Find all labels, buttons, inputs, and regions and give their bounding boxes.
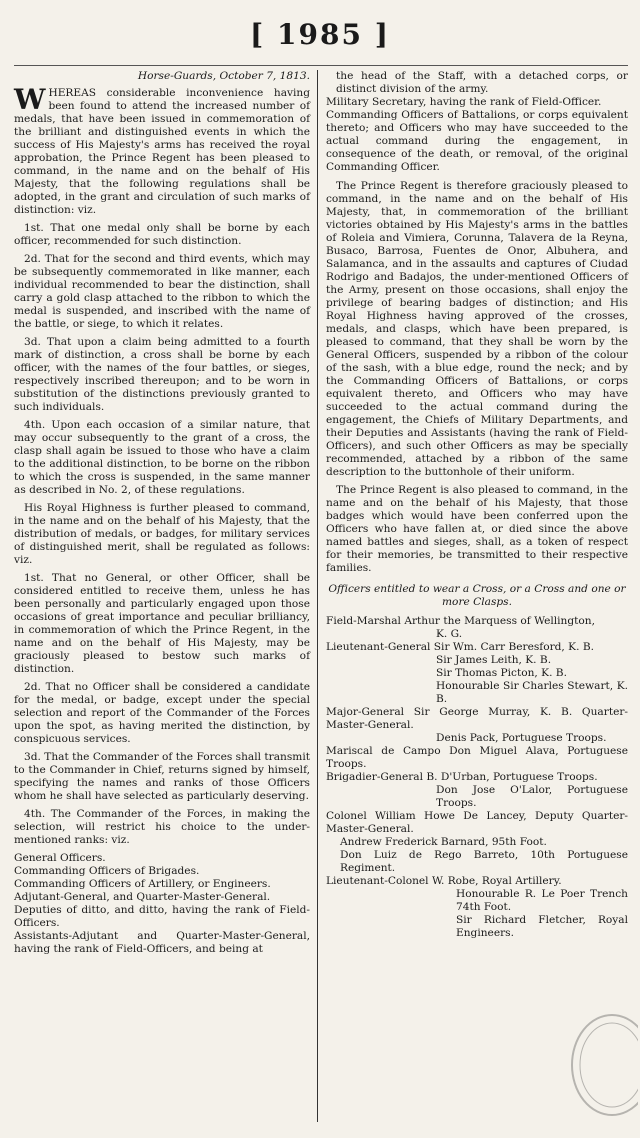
dateline: Horse-Guards, October 7, 1813. — [137, 70, 310, 82]
rank-item: Adjutant-General, and Quarter-Master-General. — [14, 891, 271, 903]
whereas-text: HEREAS considerable inconvenience having been found to attend the increased number of medals, that have been issued in commemoration of the brilliant and distinguished events in which the success of His Majesty's arms has received the royal approbation, the Prince Regent has been pleased to command, in the name and on the behalf of His Majesty, that the following regulations shall be adopted, in the grant and circulation of such marks of distinction: viz. — [14, 87, 310, 216]
regulation-1: 1st. That one medal only shall be borne by each officer, recommended for such distinction. — [14, 222, 310, 247]
rank-item: Commanding Officers of Artillery, or Engineers. — [14, 878, 271, 890]
prince-regent-command: The Prince Regent is therefore graciously pleased to command, in the name and on the behalf of His Majesty, that, in commemoration of the brilliant victories obtained by His Majesty's arms in the battles of Roleia and Vimiera, Corunna, Talavera de la Reyna, Busaco, Barrosa, Fuentes de Onor, Albuhera, and Salamanca, and in the assaults and captures of Ciudad Rodrigo and Badajos, the under-mentioned Officers of the Army, present on those occasions, shall enjoy the privilege of bearing badges of distinction; and His Royal Highness having approved of the crosses, medals, and clasps, which have been prepared, is pleased to command, that they shall be worn by the General Officers, suspended by a ribbon of the colour of the sash, with a blue edge, round the neck; and by the Commanding Officers of Battalions, or corps equivalent thereto, and Officers who may have succeeded to the actual command during the engagement, the Chiefs of Military Departments, and their Deputies and Assistants (having the rank of Field-Officers), and such other Officers as may be specially recommended, attached by a ribbon of the same description to the buttonhole of their uniform. — [326, 180, 628, 478]
prince-regent-families: The Prince Regent is also pleased to command, in the name and on the behalf of his Majesty, that those badges which would have been conferred upon the Officers who have fallen at, or died since the above named battles and sieges, shall, as a token of respect for their memories, be transmitted to their respective families. — [326, 484, 628, 574]
officer-entry: K. G. — [436, 628, 463, 640]
right-column — [326, 70, 628, 940]
officer-entry: Lieutenant-General Sir Wm. Carr Beresford, K. B. — [326, 641, 594, 653]
officer-entry: Colonel William Howe De Lancey, Deputy Quarter-Master-General. — [326, 810, 628, 835]
officer-entry: Sir Thomas Picton, K. B. — [436, 667, 567, 679]
rank-item: Deputies of ditto, and ditto, having the rank of Field-Officers. — [14, 904, 310, 929]
officers-heading: Officers entitled to wear a Cross, or a Cross and one or more Clasps. — [328, 583, 626, 608]
officer-entry: Don Jose O'Lalor, Portuguese Troops. — [436, 784, 628, 809]
header-rule — [14, 65, 628, 66]
library-stamp-icon — [560, 1010, 638, 1120]
column-divider — [317, 70, 318, 1122]
regulation-2: 2d. That for the second and third events, which may be subsequently commemorated in like manner, each individual recommended to bear the distinction, shall carry a gold clasp attached to the ribbon to which the medal is suspended, and inscribed with the name of the battle, or siege, to which it relates. — [14, 253, 310, 330]
page-number: [ 1985 ] — [250, 18, 390, 51]
distribution-paragraph: His Royal Highness is further pleased to command, in the name and on the behalf of his Majesty, that the distribution of medals, or badges, for military services of distinguished merit, shall be regulated as follows: viz. — [14, 502, 310, 566]
drop-cap: W — [14, 83, 46, 116]
officer-entry: Honourable R. Le Poer Trench 74th Foot. — [456, 888, 628, 913]
officer-entry: Sir Richard Fletcher, Royal Engineers. — [456, 914, 628, 939]
distribution-rule-2: 2d. That no Officer shall be considered a candidate for the medal, or badge, except under the special selection and report of the Commander of the Forces upon the spot, as having merited the distinction, by conspicuous services. — [14, 681, 310, 745]
officer-entry: Field-Marshal Arthur the Marquess of Wellington, — [326, 615, 595, 627]
left-column — [14, 70, 310, 956]
distribution-rule-1: 1st. That no General, or other Officer, shall be considered entitled to receive them, unless he has been personally and particularly engaged upon those occasions of great importance and peculiar brilliancy, in commemoration of which the Prince Regent, in the name and on the behalf of His Majesty, may be graciously pleased to bestow such marks of distinction. — [14, 572, 310, 675]
officer-entry: Lieutenant-Colonel W. Robe, Royal Artillery. — [326, 875, 562, 887]
officer-entry: Mariscal de Campo Don Miguel Alava, Portuguese Troops. — [326, 745, 628, 770]
rank-item: Assistants-Adjutant and Quarter-Master-General, having the rank of Field-Officers, and being at — [14, 930, 310, 955]
rank-item: Military Secretary, having the rank of Field-Officer. — [326, 96, 602, 108]
regulation-4: 4th. Upon each occasion of a similar nature, that may occur subsequently to the grant of a cross, the clasp shall again be issued to those who have a claim to the additional distinction, to be borne on the ribbon to which the cross is suspended, in the same manner as described in No. 2, of these regulations. — [14, 419, 310, 496]
officer-entry: Andrew Frederick Barnard, 95th Foot. — [340, 836, 547, 848]
officer-entry: Honourable Sir Charles Stewart, K. B. — [436, 680, 628, 705]
officer-entry: Denis Pack, Portuguese Troops. — [436, 732, 607, 744]
rank-item: General Officers. — [14, 852, 106, 864]
officer-entry: Don Luiz de Rego Barreto, 10th Portuguese Regiment. — [340, 849, 628, 874]
rank-item: Commanding Officers of Battalions, or corps equivalent thereto; and Officers who may have succeeded to the actual command during the engagement, in consequence of the death, or removal, of the original Commanding Officer. — [326, 109, 628, 173]
officer-entry: Brigadier-General B. D'Urban, Portuguese Troops. — [326, 771, 598, 783]
distribution-rule-4: 4th. The Commander of the Forces, in making the selection, will restrict his choice to the under-mentioned ranks: viz. — [14, 808, 310, 846]
officers-list — [326, 615, 628, 940]
rank-item: Commanding Officers of Brigades. — [14, 865, 200, 877]
distribution-rule-3: 3d. That the Commander of the Forces shall transmit to the Commander in Chief, returns signed by himself, specifying the names and ranks of those Officers whom he shall have selected as particularly deserving. — [14, 751, 310, 802]
regulation-3: 3d. That upon a claim being admitted to a fourth mark of distinction, a cross shall be borne by each officer, with the names of the four battles, or sieges, respectively inscribed thereupon; and to be worn in substitution of the distinctions previously granted to such individuals. — [14, 336, 310, 413]
rank-continuation: the head of the Staff, with a detached corps, or distinct division of the army. — [336, 70, 628, 95]
whereas-paragraph — [14, 83, 310, 217]
officer-entry: Sir James Leith, K. B. — [436, 654, 552, 666]
officer-entry: Major-General Sir George Murray, K. B. Quarter-Master-General. — [326, 706, 628, 731]
